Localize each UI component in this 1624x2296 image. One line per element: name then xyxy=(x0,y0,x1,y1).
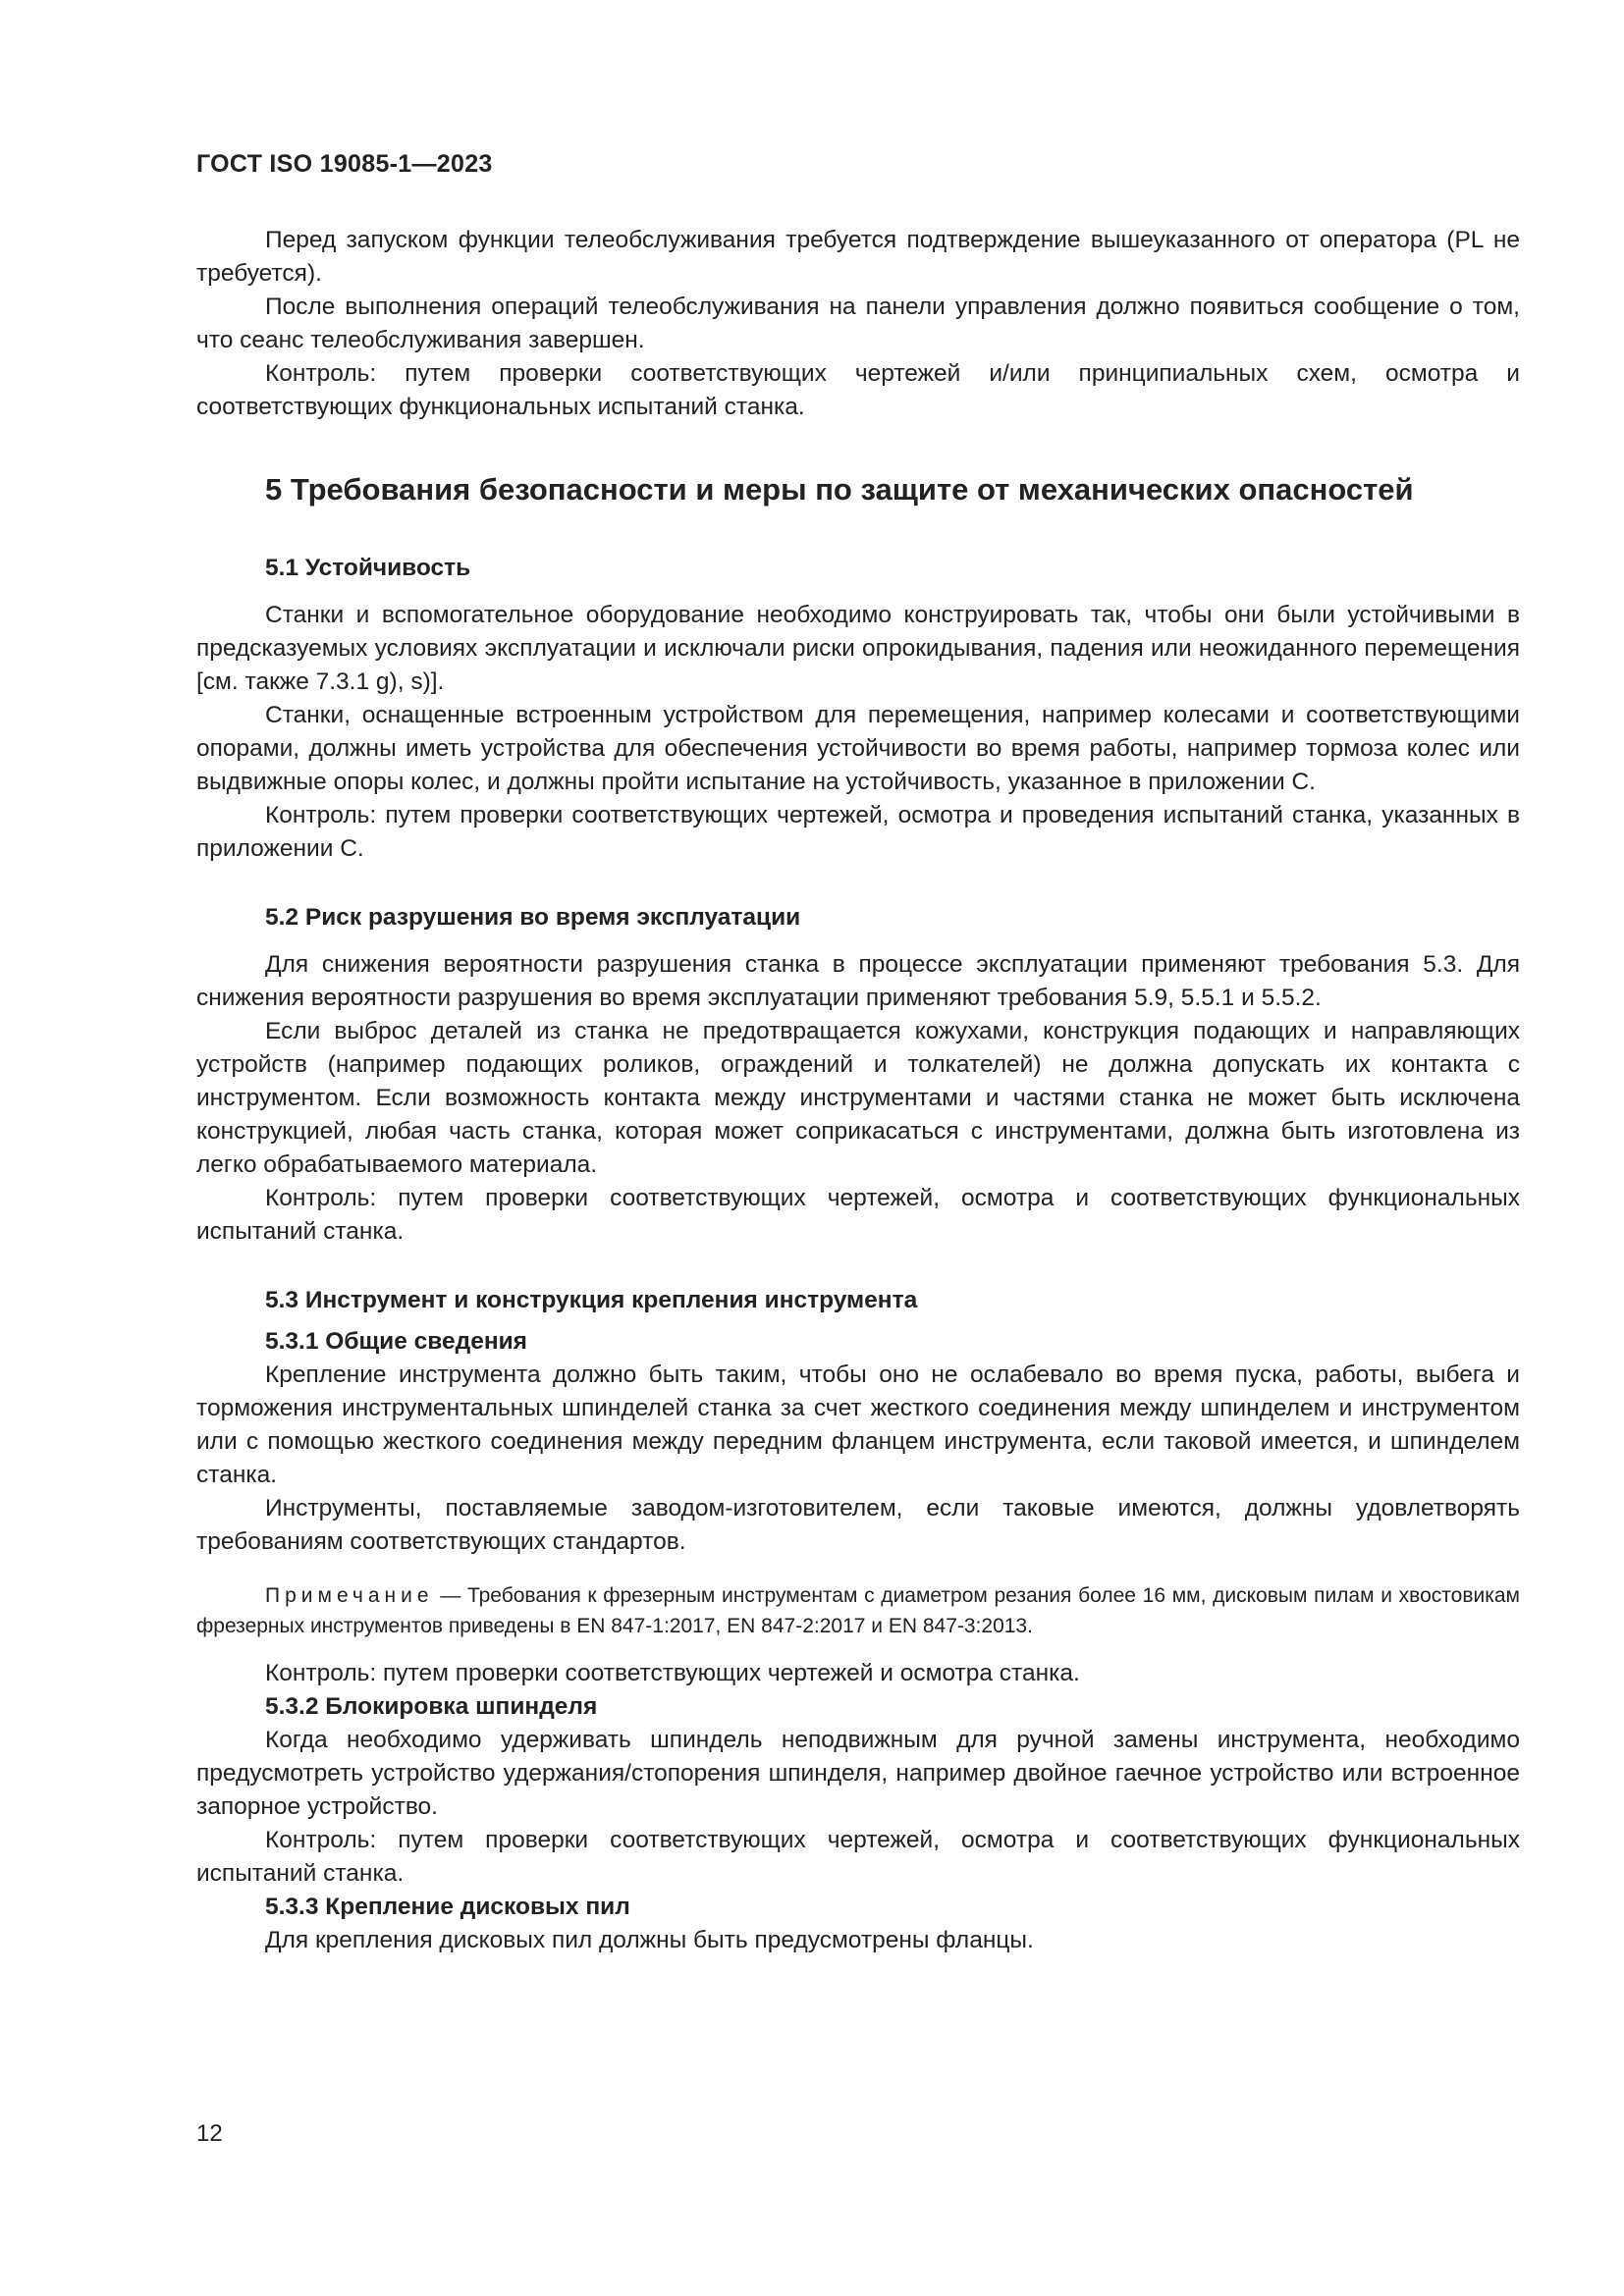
note xyxy=(196,1580,1520,1641)
subsection-heading: 5.2 Риск разрушения во время эксплуатации xyxy=(265,904,801,931)
paragraph: Для снижения вероятности разрушения станка в процессе эксплуатации применяют требования 5.3. Для снижения вероятности разрушения во время эксплуатации применяют требования 5.9, 5.5.1 и 5.5.2. xyxy=(196,951,1520,1011)
paragraph: Инструменты, поставляемые заводом-изготовителем, если таковые имеются, должны удовлетворять требованиям соответствующих стандартов. xyxy=(196,1495,1520,1555)
paragraph: Станки, оснащенные встроенным устройством для перемещения, например колесами и соответствующими опорами, должны иметь устройства для обеспечения устойчивости во время работы, например тормоза колес или выдвижные опоры колес, и должны пройти испытание на устойчивость, указанное в приложении С. xyxy=(196,702,1520,795)
paragraph: После выполнения операций телеобслуживания на панели управления должно появиться сообщение о том, что сеанс телеобслуживания завершен. xyxy=(196,294,1520,353)
paragraph: Контроль: путем проверки соответствующих чертежей, осмотра и соответствующих функциональных испытаний станка. xyxy=(196,1827,1520,1887)
document-header: ГОСТ ISO 19085-1—2023 xyxy=(196,150,493,178)
section-heading: 5 Требования безопасности и меры по защите от механических опасностей xyxy=(265,472,1414,507)
document-body xyxy=(196,224,1520,1957)
subsection-heading: 5.1 Устойчивость xyxy=(265,555,471,581)
paragraph: Контроль: путем проверки соответствующих чертежей, осмотра и соответствующих функциональных испытаний станка. xyxy=(196,1185,1520,1245)
page-number: 12 xyxy=(196,2120,223,2147)
paragraph: Перед запуском функции телеобслуживания требуется подтверждение вышеуказанного от оператора (PL не требуется). xyxy=(196,227,1520,287)
paragraph: Когда необходимо удерживать шпиндель неподвижным для ручной замены инструмента, необходимо предусмотреть устройство удержания/стопорения шпинделя, например двойное гаечное устройство или встроенное запорное устройство. xyxy=(196,1727,1520,1820)
paragraph: Если выброс деталей из станка не предотвращается кожухами, конструкция подающих и направляющих устройств (например подающих роликов, ограждений и толкателей) не должна допускать их контакта с инструментом. Если возможность контакта между инструментами и частями станка не может быть исключена конструкцией, любая часть станка, которая может соприкасаться с инструментами, должна быть изготовлена из легко обрабатываемого материала. xyxy=(196,1018,1520,1178)
subsubsection-heading: 5.3.1 Общие сведения xyxy=(265,1328,527,1355)
paragraph: Станки и вспомогательное оборудование необходимо конструировать так, чтобы они были устойчивыми в предсказуемых условиях эксплуатации и исключали риски опрокидывания, падения или неожиданного перемещения [см. также 7.3.1 g), s)]. xyxy=(196,602,1520,695)
subsubsection-heading: 5.3.3 Крепление дисковых пил xyxy=(265,1894,630,1920)
subsubsection-heading: 5.3.2 Блокировка шпинделя xyxy=(265,1693,598,1720)
paragraph: Контроль: путем проверки соответствующих чертежей и/или принципиальных схем, осмотра и соответствующих функциональных испытаний станка. xyxy=(196,360,1520,420)
paragraph: Крепление инструмента должно быть таким, чтобы оно не ослабевало во время пуска, работы, выбега и торможения инструментальных шпинделей станка за счет жесткого соединения между шпинделем и инструментом или с помощью жесткого соединения между передним фланцем инструмента, если таковой имеется, и шпинделем станка. xyxy=(196,1362,1520,1488)
paragraph: Для крепления дисковых пил должны быть предусмотрены фланцы. xyxy=(265,1927,1034,1953)
paragraph: Контроль: путем проверки соответствующих чертежей и осмотра станка. xyxy=(265,1660,1080,1686)
note-label: Примечание xyxy=(265,1584,434,1607)
paragraph: Контроль: путем проверки соответствующих чертежей, осмотра и проведения испытаний станка, указанных в приложении С. xyxy=(196,802,1520,862)
note-text: — Требования к фрезерным инструментам с диаметром резания более 16 мм, дисковым пилам и хвостовикам фрезерных инструментов приведены в EN 847-1:2017, EN 847-2:2017 и EN 847-3:2013. xyxy=(196,1584,1520,1637)
subsection-heading: 5.3 Инструмент и конструкция крепления инструмента xyxy=(265,1287,918,1313)
